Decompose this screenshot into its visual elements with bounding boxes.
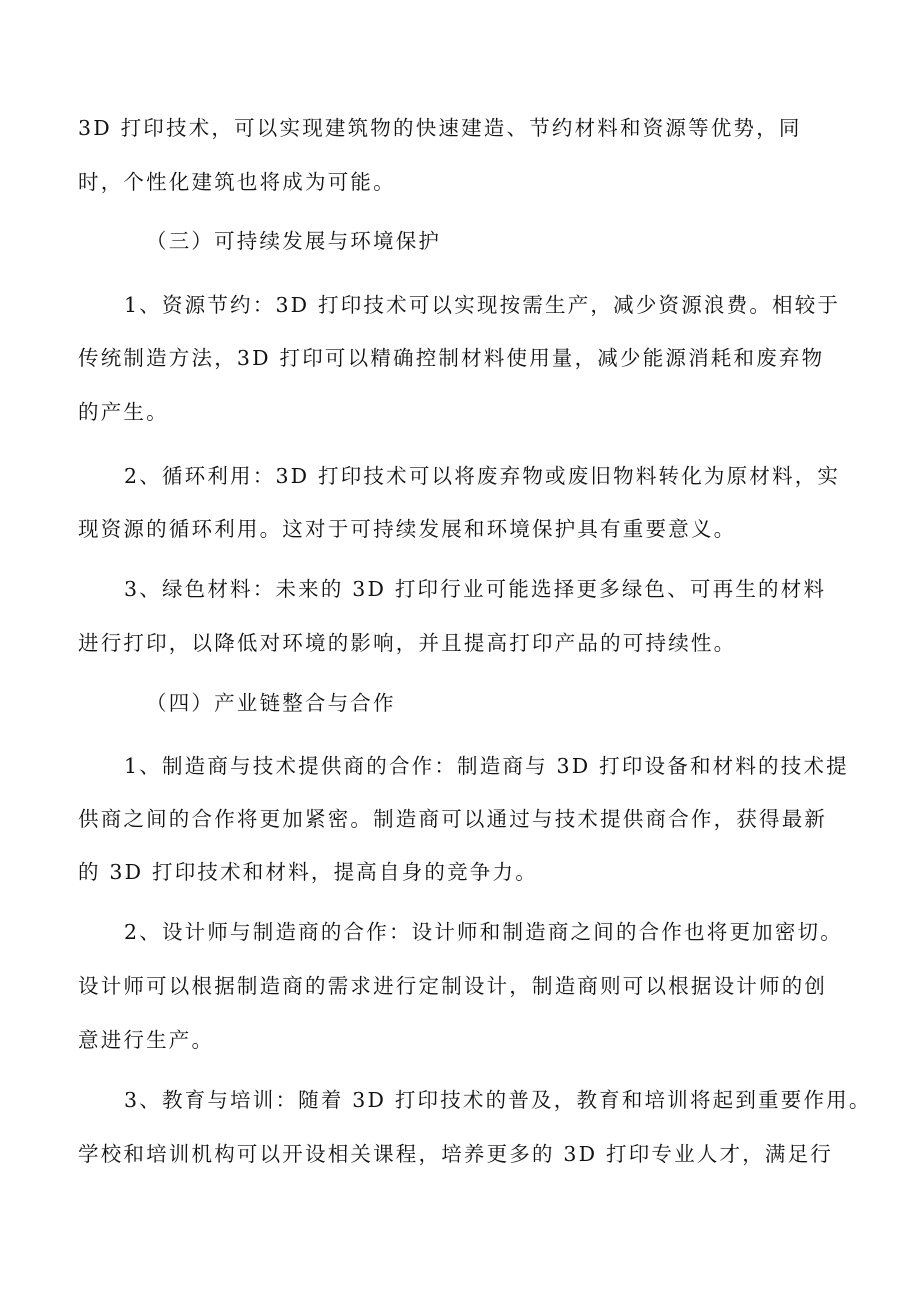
list-item-resource-saving-cont: 传统制造方法，3D 打印可以精确控制材料使用量，减少能源消耗和废弃物 xyxy=(78,346,825,370)
paragraph-continuation-line: 3D 打印技术，可以实现建筑物的快速建造、节约材料和资源等优势，同 xyxy=(78,116,802,140)
list-item-designer-manufacturer: 2、设计师与制造商的合作：设计师和制造商之间的合作也将更加密切。 xyxy=(124,920,843,944)
list-item-recycling-cont: 现资源的循环利用。这对于可持续发展和环境保护具有重要意义。 xyxy=(78,517,737,541)
list-item-resource-saving: 1、资源节约：3D 打印技术可以实现按需生产，减少资源浪费。相较于 xyxy=(124,293,841,317)
section-heading-industry-chain: （四）产业链整合与合作 xyxy=(146,691,396,715)
list-item-green-materials: 3、绿色材料：未来的 3D 打印行业可能选择更多绿色、可再生的材料 xyxy=(124,577,827,601)
list-item-education-training-cont: 学校和培训机构可以开设相关课程，培养更多的 3D 打印专业人才，满足行 xyxy=(78,1142,834,1166)
list-item-resource-saving-cont: 的产生。 xyxy=(78,400,169,424)
list-item-recycling: 2、循环利用：3D 打印技术可以将废弃物或废旧物料转化为原材料，实 xyxy=(124,464,841,488)
list-item-designer-manufacturer-cont: 设计师可以根据制造商的需求进行定制设计，制造商则可以根据设计师的创 xyxy=(78,974,828,998)
list-item-designer-manufacturer-cont: 意进行生产。 xyxy=(78,1028,215,1052)
list-item-manufacturer-tech-provider-cont: 供商之间的合作将更加紧密。制造商可以通过与技术提供商合作，获得最新 xyxy=(78,807,828,831)
list-item-manufacturer-tech-provider: 1、制造商与技术提供商的合作：制造商与 3D 打印设备和材料的技术提 xyxy=(124,754,849,778)
list-item-education-training: 3、教育与培训：随着 3D 打印技术的普及，教育和培训将起到重要作用。 xyxy=(124,1088,872,1112)
paragraph-continuation-line: 时，个性化建筑也将成为可能。 xyxy=(78,170,396,194)
list-item-manufacturer-tech-provider-cont: 的 3D 打印技术和材料，提高自身的竞争力。 xyxy=(78,860,538,884)
list-item-green-materials-cont: 进行打印，以降低对环境的影响，并且提高打印产品的可持续性。 xyxy=(78,631,737,655)
section-heading-sustainability: （三）可持续发展与环境保护 xyxy=(146,229,442,253)
